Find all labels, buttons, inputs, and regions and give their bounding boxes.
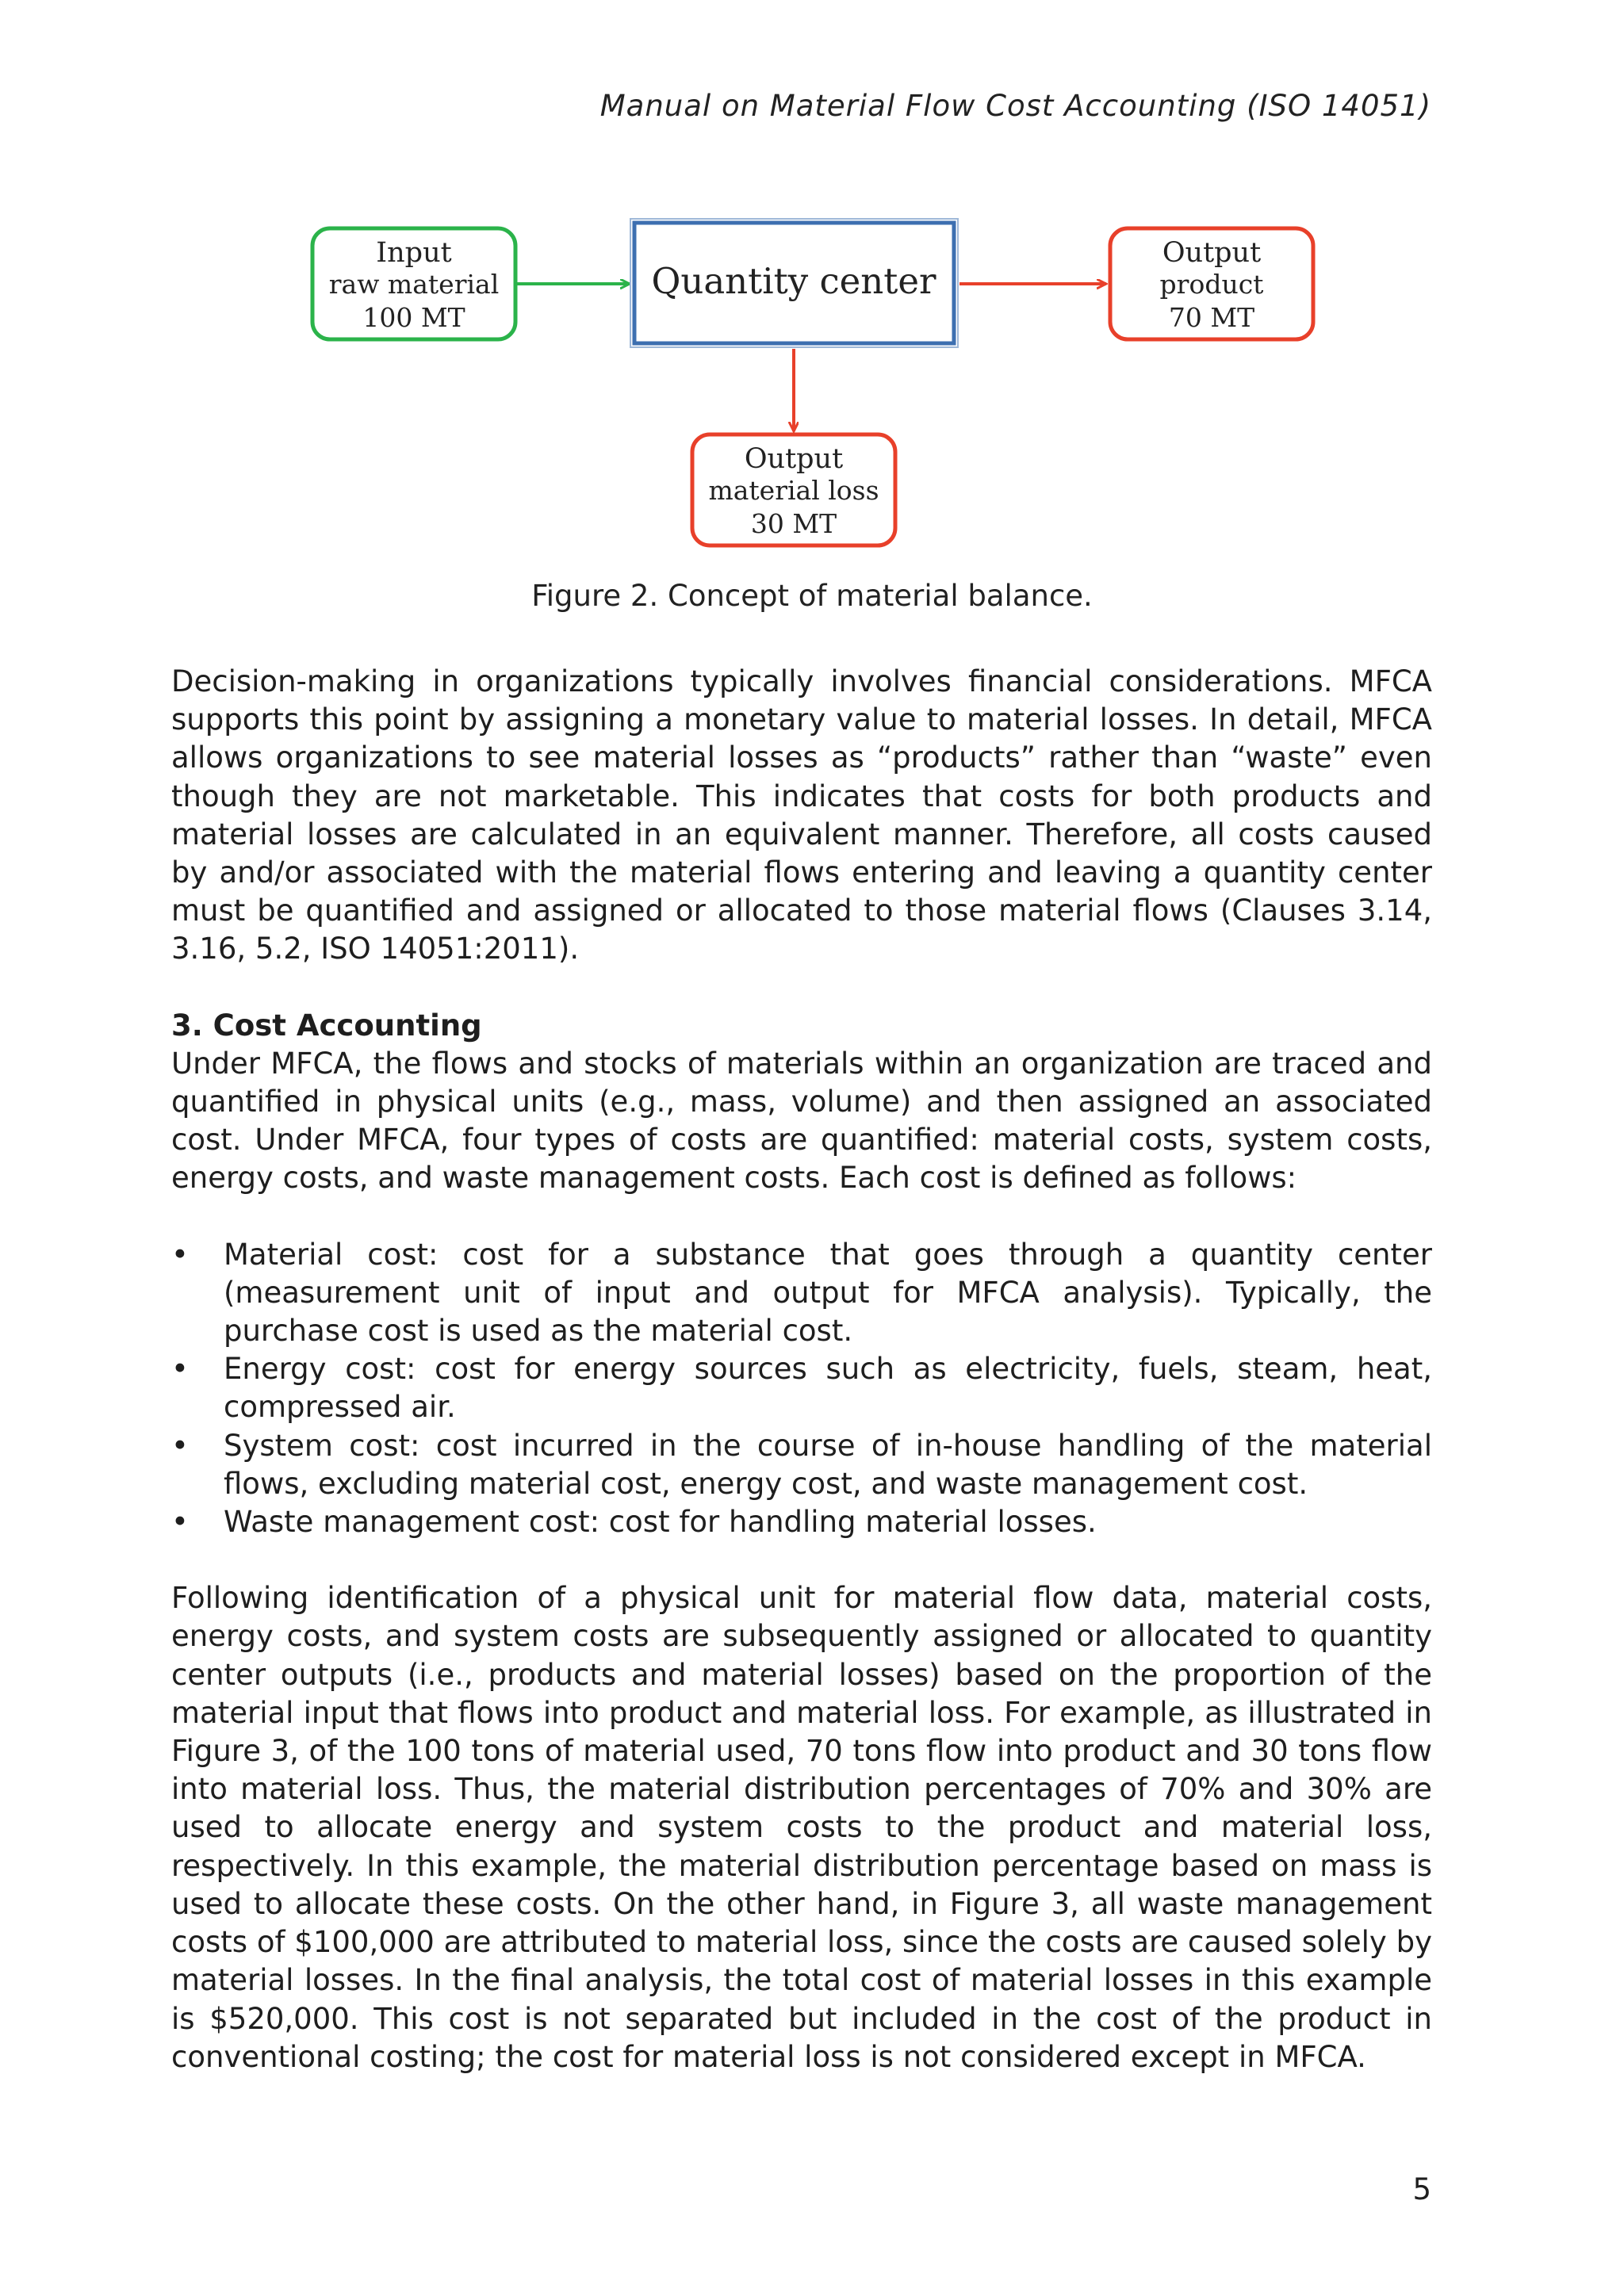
input-box-line-3: 100 MT (362, 302, 465, 333)
bullet-icon: • (171, 1352, 189, 1387)
loss-box-line-2: material loss (708, 475, 879, 506)
material-balance-diagram (301, 208, 1332, 557)
figure-caption: Figure 2. Concept of material balance. (531, 579, 1093, 613)
list-item-energy-cost: • Energy cost: cost for energy sources such as electricity, fuels, steam, heat, compressed air. (171, 1352, 1432, 1425)
quantity-center-label: Quantity center (651, 260, 936, 302)
paragraph-following-identification: Following identification of a physical unit for material flow data, material costs, energy costs, and system costs are subsequently assigned or allocated to quantity center outputs (i.e., products and material losses) based on the proportion of the material input that flows into product and material loss. For example, as illustrated in Figure 3, of the 100 tons of material used, 70 tons flow into product and 30 tons flow into material loss. Thus, the material distribution percentages of 70% and 30% are used to allocate energy and system costs to the product and material loss, respectively. In this example, the material distribution percentage based on mass is used to allocate these costs. On the other hand, in Figure 3, all waste management costs of $100,000 are attributed to material loss, since the costs are caused solely by material losses. In the final analysis, the total cost of material losses in this example is $520,000. This cost is not separated but included in the cost of the product in conventional costing; the cost for material loss is not considered except in MFCA. (171, 1581, 1432, 2074)
product-box-line-1: Output (1162, 237, 1262, 269)
output-product-box (1110, 228, 1313, 339)
list-item-waste-management-cost: • Waste management cost: cost for handling material losses. (171, 1503, 1432, 1541)
product-box-line-2: product (1159, 269, 1264, 300)
loss-box-line-1: Output (744, 443, 844, 475)
input-raw-material-box (312, 228, 515, 339)
loss-box-line-3: 30 MT (750, 508, 837, 539)
input-box-line-1: Input (376, 237, 452, 269)
page-number: 5 (1412, 2172, 1431, 2206)
bullet-icon: • (171, 1505, 189, 1540)
cost-types-list (171, 1236, 1432, 1542)
quantity-center-box (630, 219, 958, 347)
list-item-material-cost: • Material cost: cost for a substance that goes through a quantity center (measurement unit of input and output for MFCA analysis). Typically, the purchase cost is used as the material cost. (171, 1237, 1432, 1349)
section-heading-cost-accounting: 3. Cost Accounting (171, 1008, 482, 1043)
input-box-line-2: raw material (328, 269, 500, 300)
paragraph-decision-making: Decision-making in organizations typically involves financial considerations. MFCA supports this point by assigning a monetary value to material losses. In detail, MFCA allows organizations to see material losses as “products” rather than “waste” even though they are not marketable. This indicates that costs for both products and material losses are calculated in an equivalent manner. Therefore, all costs caused by and/or associated with the material flows entering and leaving a quantity center must be quantified and assigned or allocated to those material flows (Clauses 3.14, 3.16, 5.2, ISO 14051:2011). (171, 664, 1432, 966)
paragraph-under-mfca: Under MFCA, the flows and stocks of materials within an organization are traced and quantified in physical units (e.g., mass, volume) and then assigned an associated cost. Under MFCA, four types of costs are quantified: material costs, system costs, energy costs, and waste management costs. Each cost is defined as follows: (171, 1046, 1432, 1196)
product-box-line-3: 70 MT (1168, 302, 1255, 333)
document-body (171, 663, 1432, 2076)
output-material-loss-box (692, 434, 895, 545)
bullet-icon: • (171, 1428, 189, 1463)
running-header: Manual on Material Flow Cost Accounting (ISO 14051) (599, 89, 1431, 123)
list-item-system-cost: • System cost: cost incurred in the course of in-house handling of the material flows, excluding material cost, energy cost, and waste management cost. (171, 1428, 1432, 1501)
bullet-icon: • (171, 1237, 189, 1272)
